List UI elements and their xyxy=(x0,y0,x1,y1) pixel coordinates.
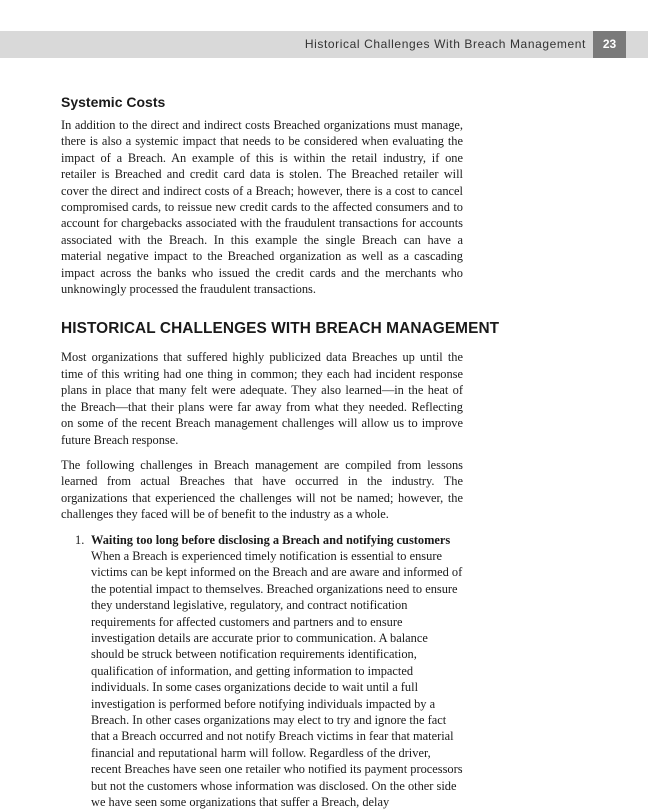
list-item-text: When a Breach is experienced timely notification is essential to ensure victims can be kept informed on the Breach and are aware and informed of the potential impact to themselves. Breached organizations need to ensure they understand legislative, regulatory, and contract notification requirements for affected customers and partners and to ensure investigation details are accurate prior to communication. A balance should be struck between notification requirements identification, qualification of information, and getting information to impacted individuals. In some cases organizations decide to wait until a full investigation is performed before notifying individuals impacted by a Breach. In other cases organizations may elect to try and ignore the fact that a Breach occurred and not notify Breach victims in fear that material financial and reputational harm will follow. Regardless of the driver, recent Breaches have seen one retailer who notified its payment processors but not the customers whose information was disclosed. On the other side we have seen some organizations that suffer a Breach, delay xyxy=(91,548,463,810)
running-title: Historical Challenges With Breach Management xyxy=(304,37,586,51)
systemic-costs-paragraph: In addition to the direct and indirect costs Breached organizations must manage, there is also a systemic impact that needs to be considered when evaluating the impact of a Breach. An example of this is within the retail industry, if one retailer is Breached and credit card data is stolen. The Breached retailer will cover the direct and indirect costs of a Breach; however, there is a cost to cancel compromised cards, to reissue new credit cards to the affected consumers and to account for chargebacks associated with the fraudulent transactions for accounts associated with the Breach. In this example the single Breach can have a material negative impact to the Breached organization as well as a cascading impact across the banks who issued the credit cards and the merchants who unknowingly processed the fraudulent transactions. xyxy=(61,118,463,297)
running-header xyxy=(0,31,648,58)
list-item-title: Waiting too long before disclosing a Breach and notifying customers xyxy=(91,532,451,547)
page-content xyxy=(61,93,500,810)
historical-challenges-heading: HISTORICAL CHALLENGES WITH BREACH MANAGEMENT xyxy=(61,320,500,338)
intro-paragraph: Most organizations that suffered highly publicized data Breaches up until the time of this writing had one thing in common; they each had incident response plans in place that many felt were adequate. They also learned—in the heat of the Breach—that their plans were far away from what they needed. Reflecting on some of the recent Breach management challenges will allow us to improve future Breach response. xyxy=(61,350,463,447)
list-item-number: 1. xyxy=(75,532,85,547)
list-item xyxy=(61,532,463,810)
challenges-paragraph: The following challenges in Breach management are compiled from lessons learned from actual Breaches that have occurred in the industry. The organizations that experienced the challenges will not be named; however, the challenges they faced will be of benefit to the industry as a whole. xyxy=(61,457,463,522)
systemic-costs-heading: Systemic Costs xyxy=(61,94,166,110)
page-number: 23 xyxy=(593,31,626,58)
